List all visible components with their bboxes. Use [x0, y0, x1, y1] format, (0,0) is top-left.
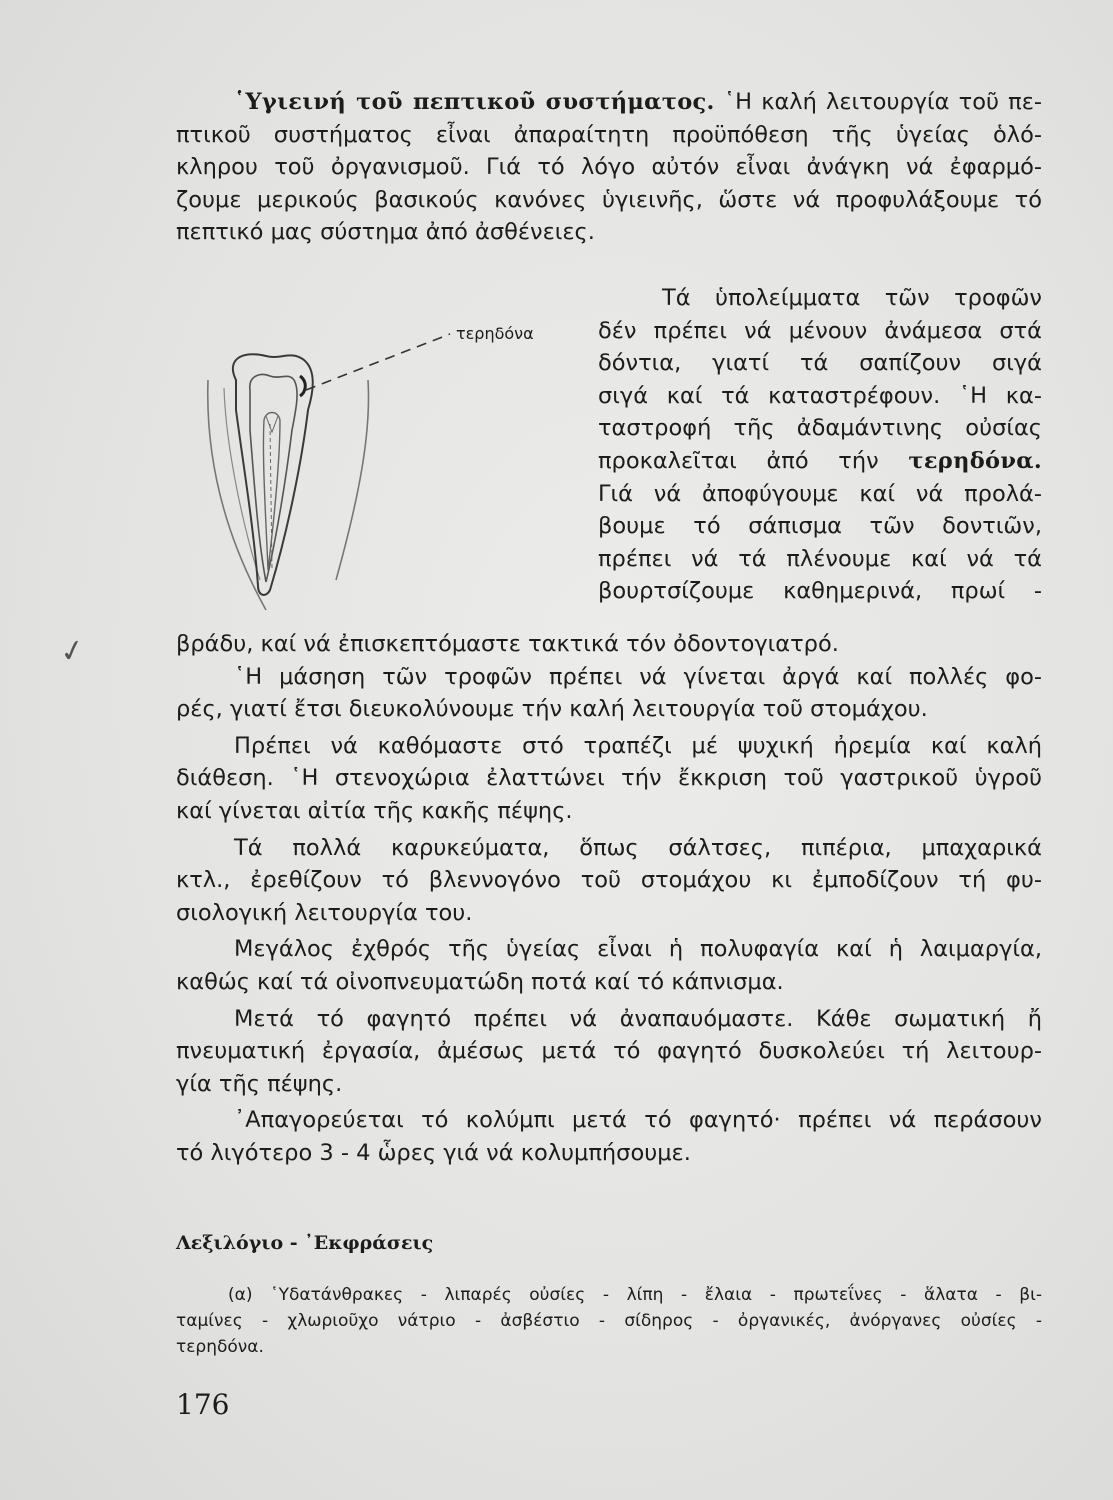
- caused-prefix: προκαλεῖται ἀπό τήν: [598, 447, 879, 474]
- paragraph-line: ᾿Απαγορεύεται τό κολύμπι μετά τό φαγητό· πρέπει νά περάσουν: [234, 1107, 1042, 1134]
- vocabulary-line: (α) ῾Υδατάνθρακες - λιπαρές οὐσίες - λίπη - ἔλαια - πρωτεΐνες - ἅλατα - βι-: [228, 1285, 1042, 1305]
- teeth-line: βουρτσίζουμε καθημερινά, πρωί -: [598, 578, 1042, 605]
- paragraph-line: γία τῆς πέψης.: [176, 1070, 343, 1097]
- teeth-line: ταστροφή τῆς ἀδαμάντινης οὐσίας: [598, 415, 1042, 442]
- paragraph-line: σιολογική λειτουργία του.: [176, 899, 473, 926]
- teeth-line: δόντια, γιατί τά σαπίζουν σιγά: [598, 350, 1042, 377]
- vocabulary-heading: Λεξιλόγιο - ᾿Εκφράσεις: [176, 1232, 434, 1254]
- teeth-line: πρέπει νά τά πλένουμε καί νά τά: [598, 545, 1042, 572]
- body-paragraphs: [176, 628, 1042, 1170]
- paragraph-line: τό λιγότερο 3 - 4 ὧρες γιά νά κολυμπήσουμε.: [176, 1139, 691, 1166]
- paragraph-line: καθώς καί τά οἰνοπνευματώδη ποτά καί τό κάπνισμα.: [176, 968, 784, 995]
- paragraph-line: Μεγάλος ἐχθρός τῆς ὑγείας εἶναι ἡ πολυφαγία καί ἡ λαιμαργία,: [234, 936, 1042, 963]
- teeth-line: δέν πρέπει νά μένουν ἀνάμεσα στά: [598, 317, 1042, 344]
- section-heading: ῾Υγιεινή τοῦ πεπτικοῦ συστήματος.: [234, 89, 715, 115]
- intro-line: κληρου τοῦ ὀργανισμοῦ. Γιά τό λόγο αὐτόν εἶναι ἀνάγκη νά ἐφαρμό-: [176, 154, 1042, 181]
- teeth-line: Τά ὑπολείμματα τῶν τροφῶν: [662, 285, 1042, 311]
- teeth-line: βουμε τό σάπισμα τῶν δοντιῶν,: [598, 513, 1042, 540]
- intro-line: πτικοῦ συστήματος εἶναι ἀπαραίτητη προϋπόθεση τῆς ὑγείας ὁλό-: [176, 121, 1042, 148]
- intro-line: ζουμε μερικούς βασικούς κανόνες ὑγιεινῆς, ὥστε νά προφυλάξουμε τό: [176, 186, 1042, 213]
- vocabulary-line: τερηδόνα.: [176, 1337, 264, 1357]
- margin-check-mark: ✓: [56, 631, 89, 672]
- teeth-final-line: βράδυ, καί νά ἐπισκεπτόμαστε τακτικά τόν ὀδοντογιατρό.: [176, 631, 839, 657]
- paragraph-line: Μετά τό φαγητό πρέπει νά ἀναπαυόμαστε. Κάθε σωματική ἤ: [234, 1005, 1042, 1032]
- decay-term: τερηδόνα.: [908, 447, 1042, 474]
- paragraph-line: Πρέπει νά καθόμαστε στό τραπέζι μέ ψυχική ἠρεμία καί καλή: [234, 732, 1042, 759]
- tooth-decay-label: τερηδόνα: [456, 324, 534, 343]
- vocabulary-line: ταμίνες - χλωριοῦχο νάτριο - ἀσβέστιο - σίδηρος - ὀργανικές, ἀνόργανες οὐσίες -: [176, 1311, 1042, 1331]
- page-number: 176: [176, 1388, 230, 1421]
- intro-line: πεπτικό μας σύστημα ἀπό ἀσθένειες.: [176, 219, 595, 246]
- teeth-paragraph: [598, 282, 1042, 608]
- paragraph-line: ρές, γιατί ἔτσι διευκολύνουμε τήν καλή λειτουργία τοῦ στομάχου.: [176, 696, 928, 723]
- intro-paragraph: [176, 86, 1042, 249]
- paragraph-line: πνευματική ἐργασία, ἀμέσως μετά τό φαγητό δυσκολεύει τή λειτουρ-: [176, 1038, 1042, 1065]
- tooth-illustration: [196, 320, 466, 620]
- teeth-line: Γιά νά ἀποφύγουμε καί νά προλά-: [598, 480, 1042, 507]
- vocabulary-list: [176, 1282, 1042, 1360]
- teeth-line: σιγά καί τά καταστρέφουν. ῾Η κα-: [598, 382, 1042, 409]
- paragraph-line: κτλ., ἐρεθίζουν τό βλεννογόνο τοῦ στομάχου κι ἐμποδίζουν τή φυ-: [176, 867, 1042, 894]
- paragraph-line: καί γίνεται αἰτία τῆς κακῆς πέψης.: [176, 797, 573, 824]
- paragraph-line: Τά πολλά καρυκεύματα, ὅπως σάλτσες, πιπέρια, μπαχαρικά: [234, 834, 1042, 861]
- paragraph-line: ῾Η μάσηση τῶν τροφῶν πρέπει νά γίνεται ἀργά καί πολλές φο-: [234, 663, 1042, 690]
- teeth-caused-line: [598, 445, 1042, 478]
- intro-first-line: [176, 86, 1042, 119]
- intro-first-line-text: ῾Η καλή λειτουργία τοῦ πε-: [723, 89, 1042, 115]
- paragraph-line: διάθεση. ῾Η στενοχώρια ἐλαττώνει τήν ἔκκριση τοῦ γαστρικοῦ ὑγροῦ: [176, 765, 1042, 792]
